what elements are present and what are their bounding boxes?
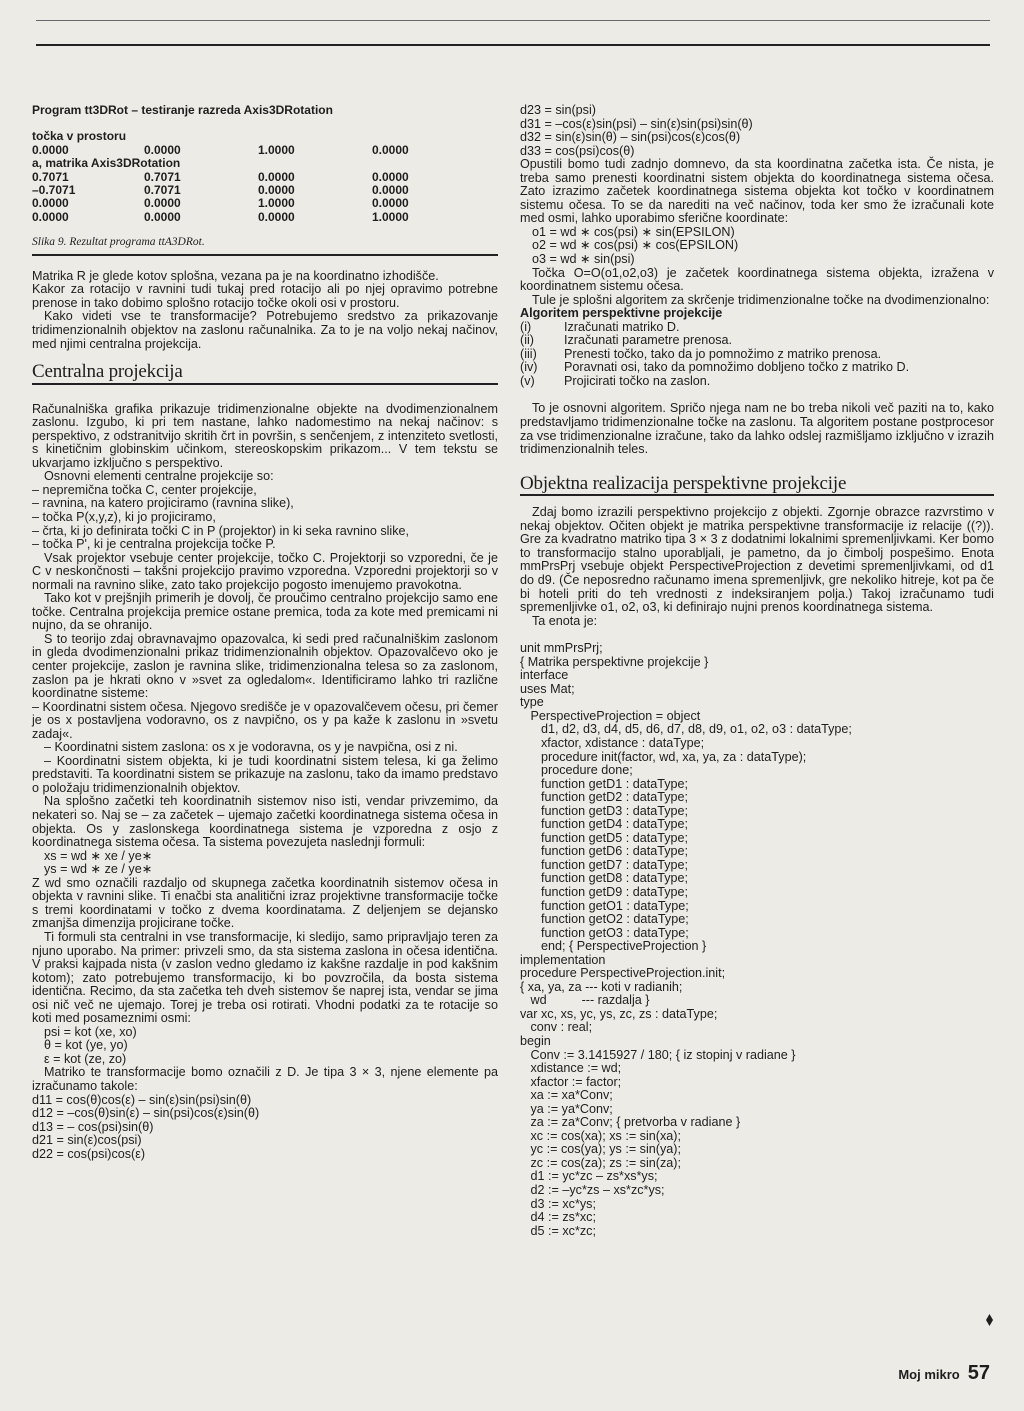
formula: d31 = –cos(ε)sin(psi) – sin(ε)sin(psi)sin(θ) xyxy=(520,116,753,131)
code-line: d3 := xc*ys; xyxy=(520,1196,596,1211)
code-line: xc := cos(xa); xs := sin(xa); xyxy=(520,1128,681,1143)
formula: d32 = sin(ε)sin(θ) – sin(psi)cos(ε)cos(θ) xyxy=(520,130,741,145)
formula: o1 = wd ∗ cos(psi) ∗ sin(EPSILON) xyxy=(532,224,735,239)
code-line: xfactor := factor; xyxy=(520,1074,622,1089)
caption-rule xyxy=(32,254,498,256)
paragraph: S to teorijo zdaj obravnavajmo opazovalca, ki sedi pred računalniškim zaslonom in gleda dvodimenzionalni prikaz tridimenzionalnih objektov. Opazovalčevo oko je center projekcije, zaslon je ravnina slike, tridimenzionalna telesa so za zaslonom, zaslon pa je hkrati okno v »svet za ogledalom«. Identificiramo lahko tri različne koordinatne sisteme: xyxy=(32,631,498,701)
magazine-name: Moj mikro xyxy=(898,1367,960,1382)
intro-paragraph: Kako videti vse te transformacije? Potrebujemo sredstvo za prikazovanje tridimenzionalnih objektov na zaslonu računalnika. Za to je na voljo nekaj načinov, med njimi centralna projekcija. xyxy=(32,309,498,351)
formula: d13 = – cos(psi)sin(θ) xyxy=(32,1119,154,1134)
code-line: za := za*Conv; { pretvorba v radiane } xyxy=(520,1115,741,1130)
listing-matrix-row: –0.7071 0.7071 0.0000 0.0000 xyxy=(32,183,409,198)
program-listing xyxy=(32,104,498,224)
code-line: type xyxy=(520,695,544,710)
code-line: interface xyxy=(520,668,569,683)
section-rule xyxy=(520,494,994,496)
paragraph: Tule je splošni algoritem za skrčenje tridimenzionalne točke na dvodimenzionalno: xyxy=(532,292,990,307)
paragraph: Osnovni elementi centralne projekcije so: xyxy=(44,469,274,484)
code-line: zc := cos(za); zs := sin(za); xyxy=(520,1155,681,1170)
formula: psi = kot (xe, xo) xyxy=(44,1024,137,1039)
paragraph: Točka O=O(o1,o2,o3) je začetek koordinatnega sistema objekta, izražena v koordinatnem sistemu očesa. xyxy=(520,265,994,294)
algorithm-step: (iii) Prenesti točko, tako da jo pomnožimo z matriko prenosa. xyxy=(520,346,882,361)
code-line: d5 := xc*zc; xyxy=(520,1223,596,1238)
code-line: function getD7 : dataType; xyxy=(520,857,689,872)
paragraph: Opustili bomo tudi zadnjo domnevo, da sta koordinatna začetka ista. Če nista, je treba samo prenesti koordinatni sistem objekta do koordinatnega sistema očesa. Zato izrazimo začetek koordinatnega sistema objekta kot točko v koordinatnem sistemu očesa. To se da narediti na več načinov, toda ker smo že izračunali kote med osmi, lahko uporabimo sferične koordinate: xyxy=(520,157,994,226)
algorithm-step: (ii) Izračunati parametre prenosa. xyxy=(520,333,733,348)
code-line: function getD8 : dataType; xyxy=(520,871,689,886)
list-item: – točka P(x,y,z), ki jo projiciramo, xyxy=(32,510,216,524)
section-title-central-projection: Centralna projekcija xyxy=(32,361,183,383)
list-item: – ravnina, na katero projiciramo (ravnina slike), xyxy=(32,496,294,511)
code-line: d2 := –yc*zs – xs*zc*ys; xyxy=(520,1183,665,1198)
paragraph: Ti formuli sta centralni in vse transformacije, ki sledijo, samo pripravljajo teren za njuno uporabo. Na primer: privzeli smo, da sta sistema zaslona in očesa identična. V praksi kajpada nista (v zaslon vedno gledamo iz kakšne razdalje in pod kakšnim kotom); zato potrebujemo transformacijo, ki bo povzročila, da bosta sistema identična. Recimo, da sta začetka teh dveh sistemov še naprej ista, vendar se jima osi nič več ne ujemajo. Torej je treba osi rotirati. Vhodni podatki za te rotacije so koti med posameznimi osmi: xyxy=(32,929,498,1026)
listing-matrix-label: a, matrika Axis3DRotation xyxy=(32,156,181,171)
listing-point-label: točka v prostoru xyxy=(32,129,127,144)
code-line: unit mmPrsPrj; xyxy=(520,641,603,656)
code-line: wd --- razdalja } xyxy=(520,993,650,1008)
code-line: d1, d2, d3, d4, d5, d6, d7, d8, d9, o1, o2, o3 : dataType; xyxy=(520,722,852,737)
list-item: – točka P', ki je centralna projekcija točke P. xyxy=(32,537,276,552)
paragraph: Računalniška grafika prikazuje tridimenzionalne objekte na dvodimenzionalnem zaslonu. Izgubo, ki pri tem nastane, lahko nadomestimo na nekaj načinov: s perspektivo, z odstranitvijo skritih črt in površin, s senčenjem, z intenziteto svetlosti, s kinetičnim globinskim učinkom, stereoskopskim prikazom... V tem tekstu se ukvarjamo izključno s perspektivo. xyxy=(32,401,498,470)
algorithm-step: (v) Projicirati točko na zaslon. xyxy=(520,373,711,388)
code-line: implementation xyxy=(520,952,606,967)
formula: o2 = wd ∗ cos(psi) ∗ cos(EPSILON) xyxy=(532,238,739,253)
list-item: – črta, ki jo definirata točki C in P (projektor) in ki seka ravnino slike, xyxy=(32,523,410,538)
section-title-object-realization: Objektna realizacija perspektivne projekcije xyxy=(520,472,847,494)
code-line: xdistance := wd; xyxy=(520,1061,622,1076)
intro-paragraph: Matrika R je glede kotov splošna, vezana pa je na koordinatno izhodišče. xyxy=(32,268,439,283)
top-rule xyxy=(36,44,990,46)
paragraph: Z wd smo označili razdaljo od skupnega začetka koordinatnih sistemov očesa in objekta v ravnini slike. Ti enačbi sta analitični izraz projektivne transformacije točke s tremi koordinatami v točko z dvema koordinatama. Z deljenjem se dejansko zmanjša dimenzija projicirane točke. xyxy=(32,875,498,931)
code-line: function getO3 : dataType; xyxy=(520,925,689,940)
formula: d21 = sin(ε)cos(psi) xyxy=(32,1133,142,1148)
paragraph: Vsak projektor vsebuje center projekcije, točko C. Projektorji so vzporedni, če je C v neskončnosti – takšni projekcijo pravimo vzporedna. Vzporedni projektorji so v normali na ravnino slike, zato tako projekcijo pogosto imenujemo pravokotna. xyxy=(32,550,498,592)
code-line: xfactor, xdistance : dataType; xyxy=(520,735,705,750)
section-rule xyxy=(32,383,498,385)
code-line: { Matrika perspektivne projekcije } xyxy=(520,654,709,669)
page-number: 57 xyxy=(967,1362,990,1384)
code-line: conv : real; xyxy=(520,1020,593,1035)
code-line: begin xyxy=(520,1034,551,1048)
code-line: PerspectiveProjection = object xyxy=(520,708,701,723)
code-line: var xc, xs, yc, ys, zc, zs : dataType; xyxy=(520,1006,718,1021)
paragraph: – Koordinatni sistem objekta, ki je tudi koordinatni sistem telesa, ki ga želimo predstaviti. Ta koordinatni sistem se prikazuje na zaslonu, tako da imamo predstavo o položaju tridimenzionalnih objektov. xyxy=(32,753,498,795)
code-line: yc := cos(ya); ys := sin(ya); xyxy=(520,1142,681,1157)
code-line: xa := xa*Conv; xyxy=(520,1088,613,1103)
listing-point-values: 0.0000 0.0000 1.0000 0.0000 xyxy=(32,142,409,157)
code-line: { xa, ya, za --- koti v radianih; xyxy=(520,979,683,994)
list-item: – nepremična točka C, center projekcije, xyxy=(32,482,257,497)
listing-matrix-row: 0.0000 0.0000 0.0000 1.0000 xyxy=(32,209,409,224)
algorithm-step: (i) Izračunati matriko D. xyxy=(520,319,680,334)
top-thin-rule xyxy=(36,20,990,21)
paragraph: Zdaj bomo izrazili perspektivno projekcijo z objekti. Zgornje obrazce razvrstimo v nekaj objektov. Očiten objekt je matrika perspektivne transformacije iz relacije ((?)). Gre za kvadratno matriko tipa 3 × 3 z dodatnimi lokalnimi spremenljivkami. Ker bomo to transformacijo stalno uporabljali, je pametno, da jo čimbolj pospešimo. Enota mmPrsPrj vsebuje objekt PerspectiveProjection z devetimi spremenljivkami, od d1 do d9. (Če neposredno računamo imena spremenljivk, gre nekoliko hitreje, kot pa če bi hoteli priti do teh vrednosti z indeksiranjem polja.) Takoj izračunamo tudi spremenljivke o1, o2, o3, ki definirajo nujni prenos koordinatnega sistema. xyxy=(520,505,994,615)
right-column xyxy=(520,104,994,1238)
code-line: function getD1 : dataType; xyxy=(520,776,689,791)
code-line: function getD4 : dataType; xyxy=(520,817,689,832)
code-line: procedure done; xyxy=(520,763,633,778)
code-line: function getD3 : dataType; xyxy=(520,803,689,818)
code-listing xyxy=(520,642,994,1238)
code-line: function getD9 : dataType; xyxy=(520,884,689,899)
code-line: procedure init(factor, wd, xa, ya, za : dataType); xyxy=(520,749,807,764)
end-arrow-icon xyxy=(986,1314,993,1326)
code-line: function getO2 : dataType; xyxy=(520,912,689,927)
listing-title: Program tt3DRot – testiranje razreda Axis3DRotation xyxy=(32,103,333,117)
code-line: procedure PerspectiveProjection.init; xyxy=(520,966,726,981)
code-line: function getO1 : dataType; xyxy=(520,898,689,913)
listing-matrix-row: 0.0000 0.0000 1.0000 0.0000 xyxy=(32,196,409,211)
formula: o3 = wd ∗ sin(psi) xyxy=(532,252,635,267)
formula: d22 = cos(psi)cos(ε) xyxy=(32,1146,146,1161)
formula: d33 = cos(psi)cos(θ) xyxy=(520,143,635,158)
paragraph: Matriko te transformacije bomo označili z D. Je tipa 3 × 3, njene elemente pa izračunamo takole: xyxy=(32,1065,498,1093)
figure-caption: Slika 9. Rezultat programa ttA3DRot. xyxy=(32,236,205,249)
paragraph: Tako kot v prejšnjih primerih je dovolj, če proučimo centralno projekcijo samo ene točke. Centralna projekcija premice ostane premica, toda za kote med premicami ni nujno, da se ohranijo. xyxy=(32,591,498,633)
code-line: d4 := zs*xc; xyxy=(520,1210,596,1225)
code-line: d1 := yc*zc – zs*xs*ys; xyxy=(520,1169,658,1184)
code-line: end; { PerspectiveProjection } xyxy=(520,939,707,954)
formula: θ = kot (ye, yo) xyxy=(44,1038,128,1053)
left-column xyxy=(32,104,498,1161)
page-footer xyxy=(898,1362,990,1385)
formula: ys = wd ∗ ze / ye∗ xyxy=(44,862,153,877)
paragraph: – Koordinatni sistem očesa. Njegovo središče je v opazovalčevem očesu, pri čemer je os x postavljena vodoravno, os z navpično, os y pa kaže k zaslonu in »svetu zadaj«. xyxy=(32,699,498,741)
paragraph: Na splošno začetki teh koordinatnih sistemov niso isti, vendar privzemimo, da nekateri so. Naj se – za začetek – ujemajo začetki koordinatnega sistema očesa in objekta. Os y zaslonskega koordinatnega sistema je vzporedna z osjo z koordinatnega sistema očesa. Ta sistema povezujeta naslednji formuli: xyxy=(32,794,498,850)
paragraph: To je osnovni algoritem. Spričo njega nam ne bo treba nikoli več paziti na to, kako predstavljamo tridimenzionalne točke na zaslonu. Ta algoritem postane postprocesor za vse tridimenzionalne izračune, tako da lahko odslej razmišljamo izključno v izrazih tridimenzionalnih teles. xyxy=(520,401,994,457)
formula: d23 = sin(psi) xyxy=(520,103,596,117)
code-line: uses Mat; xyxy=(520,681,575,696)
formula: ε = kot (ze, zo) xyxy=(44,1051,127,1066)
algorithm-title: Algoritem perspektivne projekcije xyxy=(520,306,723,321)
formula: d12 = –cos(θ)sin(ε) – sin(psi)cos(ε)sin(θ) xyxy=(32,1106,260,1121)
code-line: function getD5 : dataType; xyxy=(520,830,689,845)
formula: xs = wd ∗ xe / ye∗ xyxy=(44,848,153,863)
paragraph: Ta enota je: xyxy=(532,613,598,628)
code-line: Conv := 3.1415927 / 180; { iz stopinj v radiane } xyxy=(520,1047,796,1062)
intro-paragraph: Kakor za rotacijo v ravnini tudi tukaj pred rotacijo ali po njej opravimo potrebne prenose in tako dobimo splošno rotacijo točke okoli osi v prostoru. xyxy=(32,282,498,310)
listing-matrix-row: 0.7071 0.7071 0.0000 0.0000 xyxy=(32,169,409,184)
code-line: function getD6 : dataType; xyxy=(520,844,689,859)
formula: d11 = cos(θ)cos(ε) – sin(ε)sin(psi)sin(θ) xyxy=(32,1092,252,1107)
code-line: function getD2 : dataType; xyxy=(520,790,689,805)
algorithm-step: (iv) Poravnati osi, tako da pomnožimo dobljeno točko z matriko D. xyxy=(520,360,910,375)
code-line: ya := ya*Conv; xyxy=(520,1101,613,1116)
paragraph: – Koordinatni sistem zaslona: os x je vodoravna, os y je navpična, osi z ni. xyxy=(44,740,458,755)
